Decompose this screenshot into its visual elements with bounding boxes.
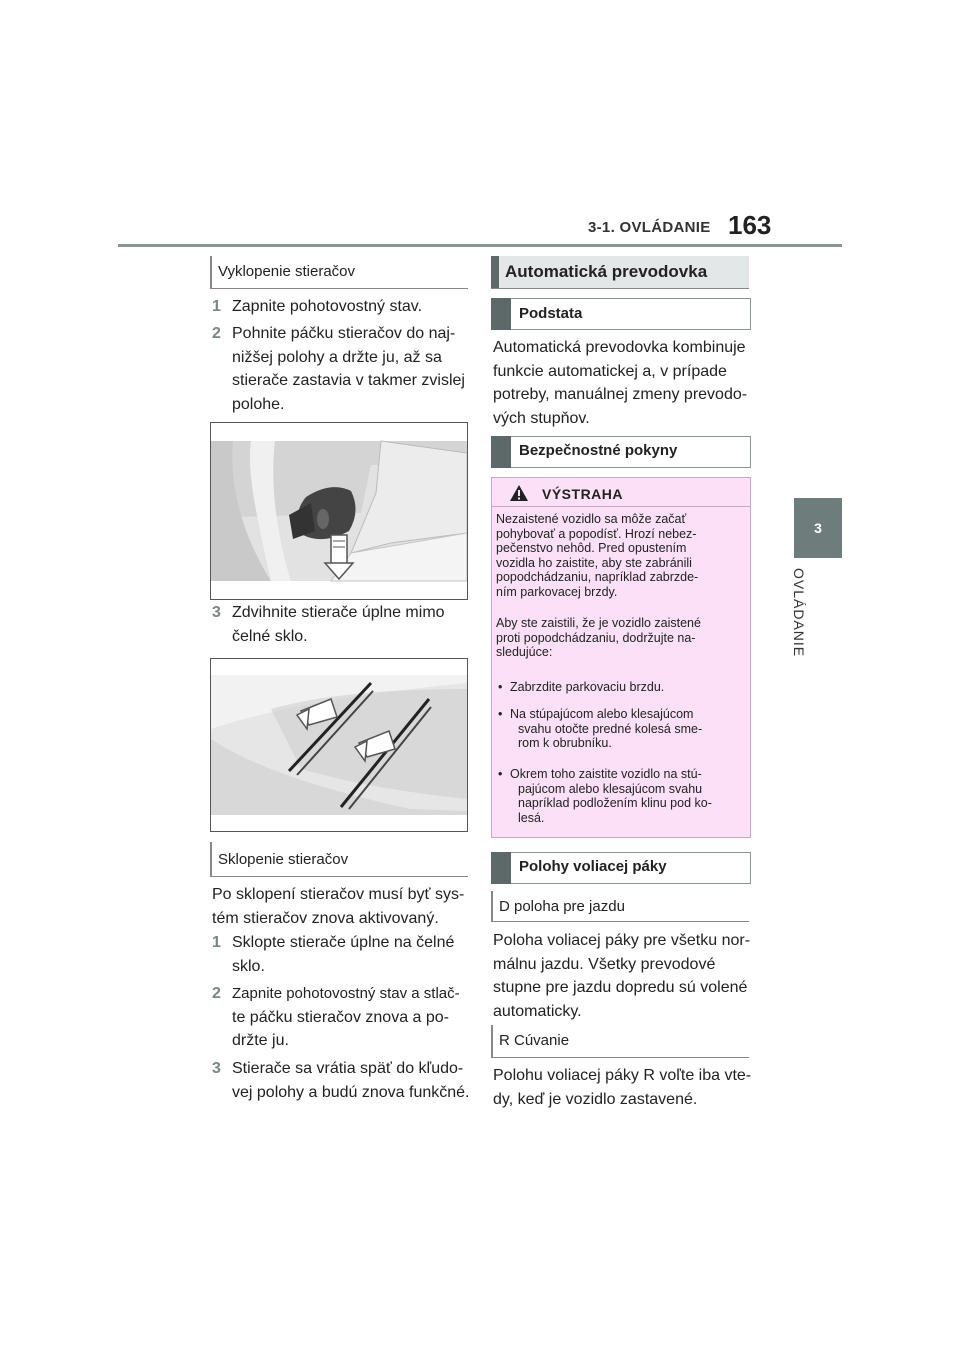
step-text: vej polohy a budú znova funkčné. [232,1083,470,1101]
drive-line: Poloha voliacej páky pre všetku nor- [493,932,751,949]
bullet-icon: • [498,707,503,721]
step-text: čelné sklo. [232,627,308,645]
heading-box-marker [491,852,511,884]
subheading-bar [491,1025,493,1057]
bullet-line: Na stúpajúcom alebo klesajúcom [510,707,694,721]
step-text: sklo. [232,957,265,975]
unfold-step-3 [212,601,472,649]
warning-line: proti popodchádzaniu, dodržujte na- [496,630,696,645]
step-number: 2 [212,985,221,1002]
subheading-bar [491,891,493,921]
fold-step-3 [212,1057,474,1105]
heading-selector: Polohy voliacej páky [519,858,667,875]
section-title: 3-1. OVLÁDANIE [588,219,711,236]
chapter-label [787,568,807,668]
unfold-step-2 [212,322,472,416]
basics-text [493,336,763,430]
warning-line: pohybovať a popodísť. Hrozí nebez- [496,526,697,541]
step-text: Pohnite páčku stieračov do naj- [232,325,456,342]
step-text: Stierače sa vrátia späť do kľudo- [232,1060,464,1077]
step-number: 3 [212,1060,221,1077]
bullet-line: pajúcom alebo klesajúcom svahu [518,781,703,796]
step-number: 2 [212,325,221,342]
step-number: 3 [212,604,221,621]
bullet-line: Okrem toho zaistite vozidlo na stú- [510,767,702,781]
bullet-line: rom k obrubníku. [518,736,612,751]
warning-box [491,477,751,838]
warning-title: VÝSTRAHA [542,486,624,502]
warning-line: pečenstvo nehôd. Pred opustením [496,541,687,556]
figure-windshield-wipers [210,658,468,832]
step-text: Sklopte stierače úplne na čelné [232,934,455,951]
reverse-line: dy, keď je vozidlo zastavené. [493,1090,698,1108]
warning-line: Nezaistené vozidlo sa môže začať [496,512,687,526]
step-text: polohe. [232,395,285,413]
step-number: 1 [212,298,221,315]
reverse-text [493,1064,763,1112]
reverse-line: Polohu voliacej páky R voľte iba vte- [493,1067,752,1084]
step-text: nižšej polohy a držte ju, až sa [232,348,442,366]
step-number: 1 [212,934,221,951]
intro-line: Po sklopení stieračov musí byť sys- [212,886,465,903]
warning-line: Aby ste zaistili, že je vozidlo zaistené [496,616,701,630]
section-rule [491,288,749,289]
step-text: te páčku stieračov znova a po- [232,1008,450,1026]
warning-bullet-1 [498,680,746,695]
page-number: 163 [728,210,772,240]
subheading-rule [491,921,749,922]
basics-line: potreby, manuálnej zmeny prevodo- [493,386,748,403]
step-text: Zdvihnite stierače úplne mimo [232,604,445,621]
section-title-transmission: Automatická prevodovka [505,262,708,281]
figure-wiper-lever [210,422,468,600]
step-text: držte ju. [232,1032,289,1049]
fold-step-1 [212,931,472,979]
bullet-line: napríklad podložením klinu pod ko- [518,796,712,811]
step-text: stierače zastavia v takmer zvislej [232,372,465,389]
warning-bullet-2 [498,707,746,751]
warning-paragraph-2 [496,616,746,660]
windshield-wipers-illustration [211,659,467,831]
heading-box-marker [491,298,511,330]
subheading-unfold: Vyklopenie stieračov [218,263,356,280]
fold-intro [212,883,482,931]
warning-divider [492,506,750,507]
drive-line: málnu jazdu. Všetky prevodové [493,955,716,973]
warning-line: popodchádzaniu, napríklad zabrzde- [496,570,699,585]
subheading-rule [491,1057,749,1058]
header-rule [118,244,842,247]
drive-line: stupne pre jazdu dopredu sú volené [493,979,748,996]
heading-basics: Podstata [519,305,583,322]
subheading-reverse: R Cúvanie [499,1032,570,1049]
subheading-fold: Sklopenie stieračov [218,851,349,868]
unfold-step-1 [212,295,472,319]
subheading-rule [210,876,468,877]
wiper-lever-illustration [211,423,467,599]
intro-line: tém stieračov znova aktivovaný. [212,909,439,927]
warning-line: sledujúce: [496,645,553,660]
warning-line: vozidla ho zaistite, aby ste zabránili [496,555,692,570]
chapter-number: 3 [814,520,822,536]
subheading-rule [210,288,468,289]
subheading-bar [210,842,212,876]
bullet-line: lesá. [518,810,545,825]
fold-step-2 [212,982,472,1053]
warning-line: ním parkovacej brzdy. [496,584,618,599]
heading-safety: Bezpečnostné pokyny [519,442,678,459]
drive-line: automaticky. [493,1002,582,1020]
chapter-tab [794,498,842,558]
bullet-line: Zabrzdite parkovaciu brzdu. [510,680,665,694]
warning-paragraph-1 [496,512,746,600]
bullet-icon: • [498,680,503,694]
bullet-line: svahu otočte predné kolesá sme- [518,721,703,736]
subheading-bar [210,256,212,288]
bullet-icon: • [498,767,503,781]
chapter-label-text: OVLÁDANIE [791,568,807,658]
basics-line: Automatická prevodovka kombinuje [493,339,746,356]
subheading-drive: D poloha pre jazdu [499,898,625,915]
basics-line: funkcie automatickej a, v prípade [493,362,727,380]
heading-box-marker [491,436,511,468]
warning-triangle-icon [509,484,529,502]
step-text: Zapnite pohotovostný stav. [232,298,423,315]
basics-line: vých stupňov. [493,409,590,427]
section-band-marker [491,256,499,288]
step-text: Zapnite pohotovostný stav a stlač- [232,985,460,1002]
warning-bullet-3 [498,767,746,825]
drive-text [493,929,763,1023]
